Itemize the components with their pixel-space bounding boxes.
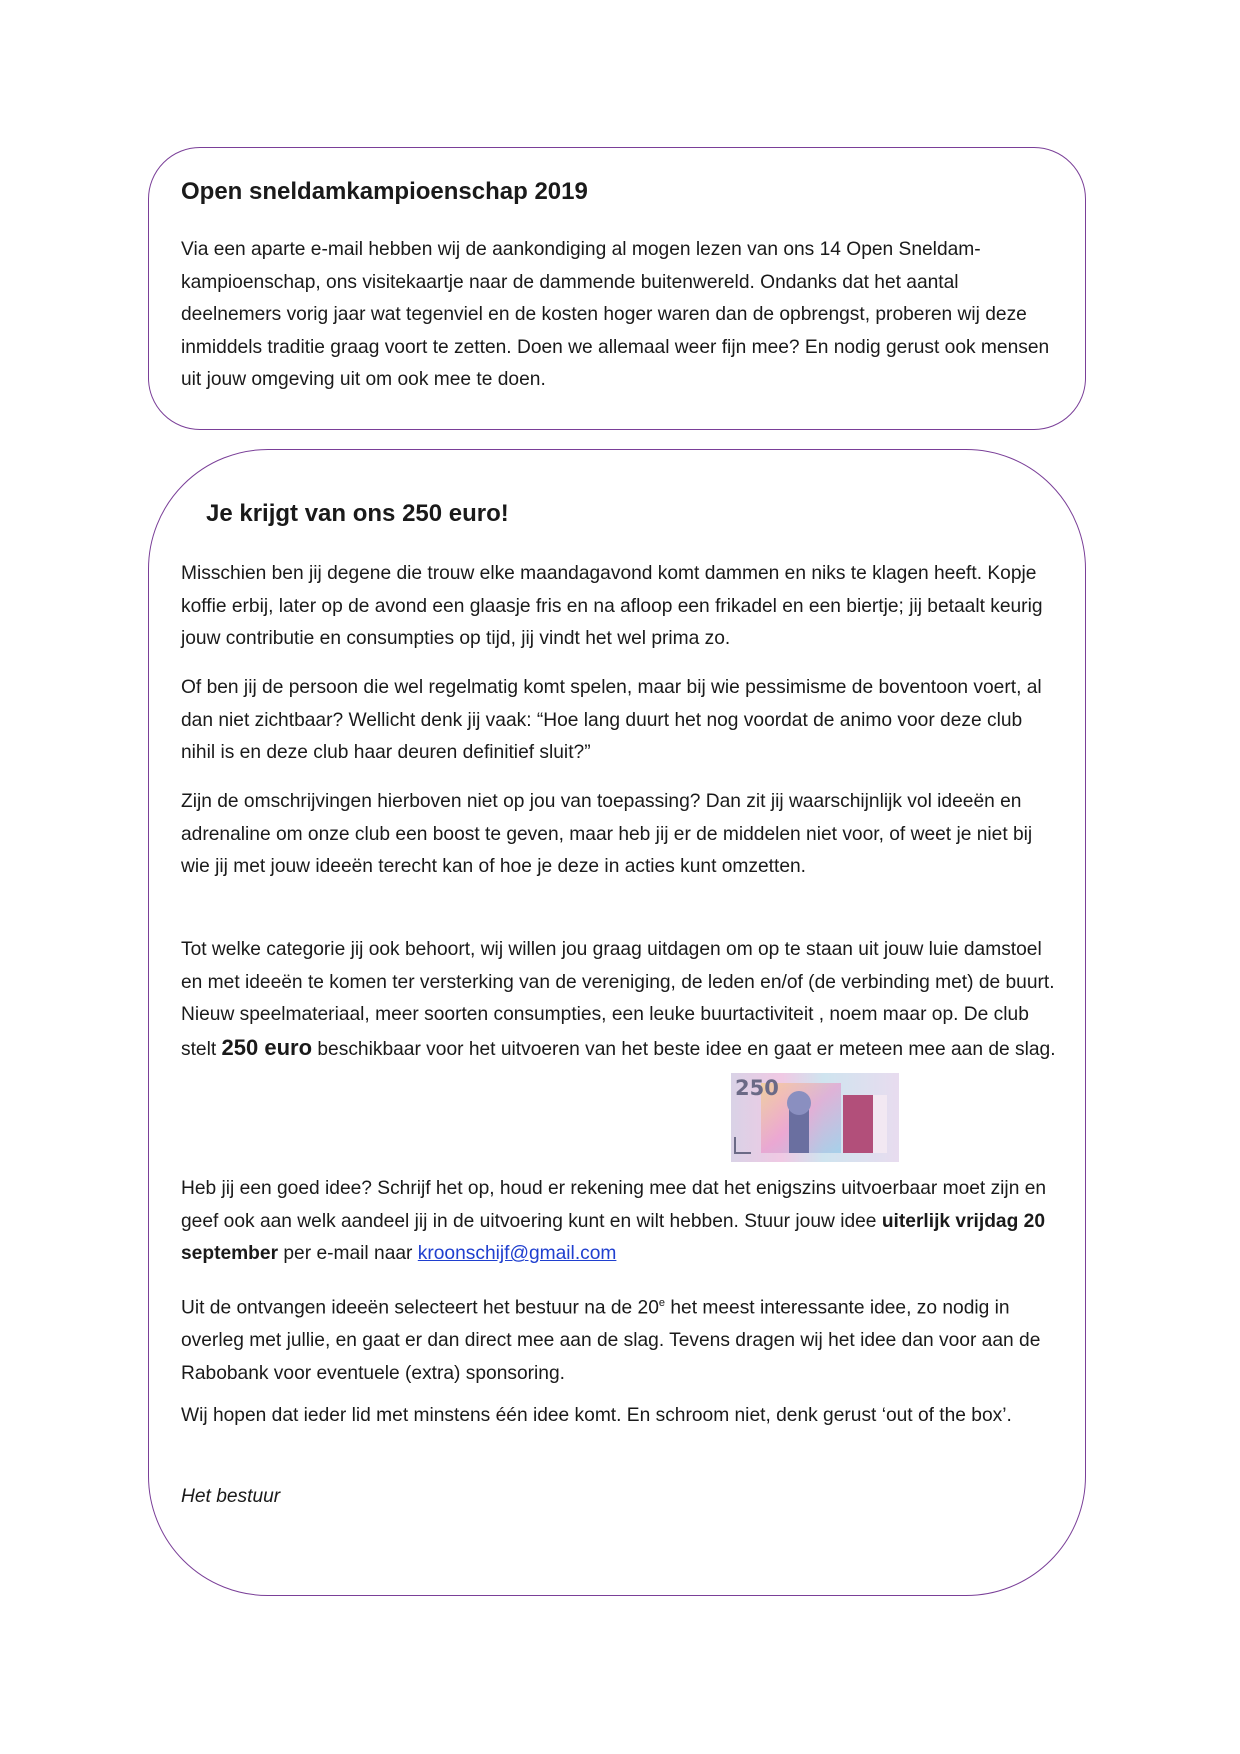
- signature: Het bestuur: [181, 1486, 281, 1507]
- ideas-paragraph-1: Misschien ben jij degene die trouw elke maandagavond komt dammen en niks te klagen heeft. Kopje koffie erbij, later op de avond een glaasje fris en na afloop een frikadel en een biertje; jij betaalt keurig jouw contributie en consumpties op tijd, jij vindt het wel prima zo.: [181, 563, 1043, 650]
- p6-text-start: Uit de ontvangen ideeën selecteert het bestuur na de 20: [181, 1297, 659, 1319]
- ideas-paragraph-7: Wij hopen dat ieder lid met minstens één idee komt. En schroom niet, denk gerust ‘out of the box’.: [181, 1405, 1012, 1426]
- p5-text-end: per e-mail naar: [283, 1243, 413, 1265]
- banknote-250-image: [731, 1073, 899, 1162]
- ideas-paragraph-6: [181, 1287, 1061, 1390]
- p4-text-end: beschikbaar voor het uitvoeren van het beste idee en gaat er meteen mee aan de slag.: [317, 1038, 1056, 1060]
- ideas-paragraph-2: Of ben jij de persoon die wel regelmatig komt spelen, maar bij wie pessimisme de boventoon voert, al dan niet zichtbaar? Wellicht denk jij vaak: “Hoe lang duurt het nog voordat de animo voor deze club nihil is en deze club haar deuren definitief sluit?”: [181, 677, 1042, 764]
- tournament-paragraph: Via een aparte e-mail hebben wij de aankondiging al mogen lezen van ons 14 Open Sneldam-kampioenschap, ons visitekaartje naar de dammende buitenwereld. Ondanks dat het aantal deelnemers vorig jaar wat tegenviel en de kosten hoger waren dan de opbrengst, proberen wij deze inmiddels traditie graag voort te zetten. Doen we allemaal weer fijn mee? En nodig gerust ook mensen uit jouw omgeving uit om ook mee te doen.: [181, 239, 1050, 391]
- ideas-paragraph-4: [181, 934, 1061, 1066]
- tournament-heading: Open sneldamkampioenschap 2019: [181, 178, 588, 205]
- deadline-highlight: uiterlijk vrijdag 20 september: [181, 1210, 1045, 1265]
- ideas-heading: Je krijgt van ons 250 euro!: [206, 500, 509, 527]
- amount-highlight: 250 euro: [221, 1034, 313, 1060]
- p6-text-end: het meest interessante idee, zo nodig in overleg met jullie, en gaat er dan direct mee aan de slag. Tevens dragen wij het idee dan voor aan de Rabobank voor eventuele (extra) sponsoring.: [181, 1297, 1041, 1384]
- ideas-paragraph-5: [181, 1173, 1061, 1271]
- p6-superscript: e: [658, 1297, 666, 1309]
- email-link[interactable]: kroonschijf@gmail.com: [417, 1243, 617, 1265]
- p5-text-start: Heb jij een goed idee? Schrijf het op, houd er rekening mee dat het enigszins uitvoerbaar moet zijn en geef ook aan welk aandeel jij in de uitvoering kunt en wilt hebben. Stuur jouw idee: [181, 1178, 1047, 1232]
- p4-text-start: Tot welke categorie jij ook behoort, wij willen jou graag uitdagen om op te staan uit jouw luie damstoel en met ideeën te komen ter versterking van de vereniging, de leden en/of (de verbinding met) de buurt. Nieuw speelmateriaal, meer soorten consumpties, een leuke buurtactiviteit , noem maar op. De club stelt: [181, 939, 1055, 1060]
- banknote-value: 250: [735, 1076, 779, 1100]
- ideas-paragraph-3: Zijn de omschrijvingen hierboven niet op jou van toepassing? Dan zit jij waarschijnlijk vol ideeën en adrenaline om onze club een boost te geven, maar heb jij er de middelen niet voor, of weet je niet bij wie jij met jouw ideeën terecht kan of hoe je deze in acties kunt omzetten.: [181, 791, 1033, 878]
